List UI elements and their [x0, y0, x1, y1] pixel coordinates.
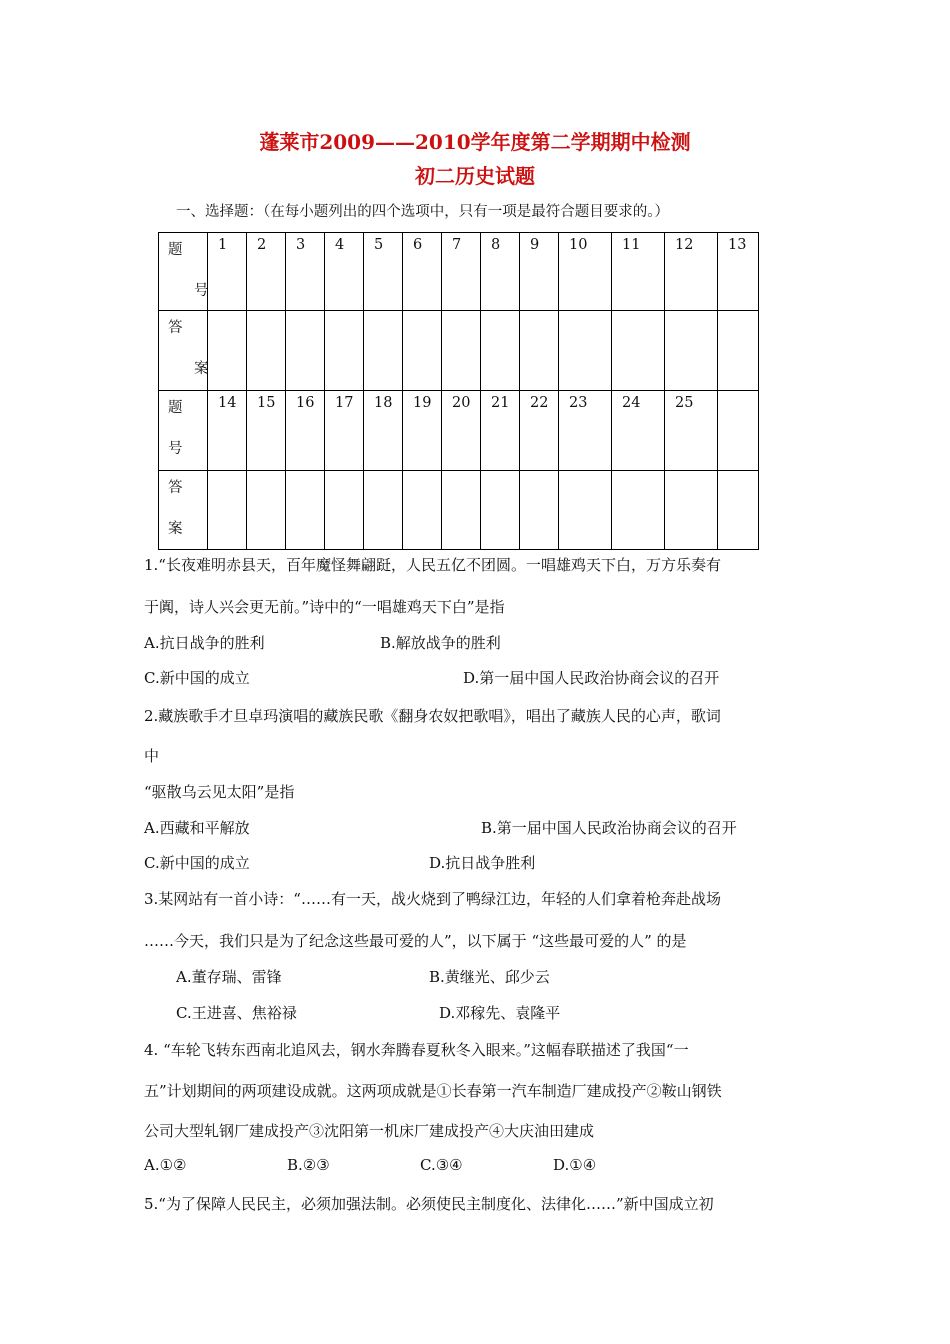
question-3-option-c: C.王进喜、焦裕禄 — [176, 1004, 297, 1022]
answer-cell[interactable] — [718, 311, 759, 391]
question-number-cell: 18 — [364, 391, 403, 471]
question-4-option-b: B.②③ — [287, 1156, 330, 1174]
question-number-cell: 7 — [442, 233, 481, 311]
question-number-cell: 19 — [403, 391, 442, 471]
question-2-option-d: D.抗日战争胜利 — [429, 854, 536, 872]
question-1-option-d: D.第一届中国人民政治协商会议的召开 — [463, 669, 720, 687]
question-4-option-d: D.①④ — [553, 1156, 597, 1174]
question-1-option-b: B.解放战争的胜利 — [380, 634, 501, 652]
answer-cell[interactable] — [364, 311, 403, 391]
answer-cell[interactable] — [208, 311, 247, 391]
answer-cell[interactable] — [442, 311, 481, 391]
answer-cell[interactable] — [718, 471, 759, 550]
question-3-option-a: A.董存瑞、雷锋 — [176, 968, 282, 986]
answer-cell[interactable] — [286, 471, 325, 550]
question-number-cell: 24 — [612, 391, 665, 471]
question-number-cell: 3 — [286, 233, 325, 311]
answer-cell[interactable] — [481, 311, 520, 391]
answer-row — [159, 311, 759, 391]
answer-cell[interactable] — [559, 471, 612, 550]
question-number-cell: 21 — [481, 391, 520, 471]
question-number-cell: 2 — [247, 233, 286, 311]
question-number-cell: 16 — [286, 391, 325, 471]
question-1-option-a: A.抗日战争的胜利 — [144, 634, 265, 652]
answer-cell[interactable] — [559, 311, 612, 391]
answer-cell[interactable] — [612, 311, 665, 391]
question-number-cell: 9 — [520, 233, 559, 311]
answer-cell[interactable] — [403, 471, 442, 550]
question-1-option-c: C.新中国的成立 — [144, 669, 250, 687]
answer-cell[interactable] — [247, 471, 286, 550]
answer-label: 答 案 — [159, 311, 208, 391]
question-3-option-d: D.邓稼先、袁隆平 — [439, 1004, 561, 1022]
question-number-cell: 14 — [208, 391, 247, 471]
answer-cell[interactable] — [612, 471, 665, 550]
question-number-cell: 10 — [559, 233, 612, 311]
question-number-cell: 15 — [247, 391, 286, 471]
question-number-cell — [718, 391, 759, 471]
answer-table — [158, 232, 759, 550]
exam-title: 蓬莱市2009——2010学年度第二学期期中检测 — [259, 130, 691, 154]
question-2-stem: “驱散乌云见太阳”是指 — [144, 783, 295, 801]
question-number-cell: 11 — [612, 233, 665, 311]
question-4-option-c: C.③④ — [420, 1156, 463, 1174]
question-number-row — [159, 391, 759, 471]
answer-cell[interactable] — [481, 471, 520, 550]
question-2-stem: 2.藏族歌手才旦卓玛演唱的藏族民歌《翻身农奴把歌唱》，唱出了藏族人民的心声，歌词 — [144, 707, 721, 725]
answer-cell[interactable] — [403, 311, 442, 391]
question-number-label: 题 号 — [159, 233, 208, 311]
answer-cell[interactable] — [325, 471, 364, 550]
question-number-cell: 13 — [718, 233, 759, 311]
question-number-cell: 23 — [559, 391, 612, 471]
question-5-stem: 5.“为了保障人民民主，必须加强法制。必须使民主制度化、法律化……”新中国成立初 — [144, 1195, 714, 1213]
question-2-option-a: A.西藏和平解放 — [144, 819, 250, 837]
answer-cell[interactable] — [520, 311, 559, 391]
question-3-option-b: B.黄继光、邱少云 — [429, 968, 550, 986]
question-number-cell: 20 — [442, 391, 481, 471]
answer-cell[interactable] — [247, 311, 286, 391]
question-4-stem: 公司大型轧钢厂建成投产③沈阳第一机床厂建成投产④大庆油田建成 — [144, 1122, 595, 1140]
question-number-cell: 22 — [520, 391, 559, 471]
question-number-cell: 25 — [665, 391, 718, 471]
question-1-stem: 于阗，诗人兴会更无前。”诗中的“一唱雄鸡天下白”是指 — [144, 598, 505, 616]
exam-subtitle: 初二历史试题 — [415, 164, 535, 188]
question-3-stem: ……今天，我们只是为了纪念这些最可爱的人”，以下属于 “这些最可爱的人” 的是 — [144, 932, 687, 950]
answer-cell[interactable] — [665, 311, 718, 391]
section-instruction: 一、选择题：（在每小题列出的四个选项中，只有一项是最符合题目要求的。） — [176, 204, 669, 220]
question-number-cell: 17 — [325, 391, 364, 471]
answer-label: 答 案 — [159, 471, 208, 550]
question-1-stem: 1.“长夜难明赤县天，百年魔怪舞翩跹，人民五亿不团圆。一唱雄鸡天下白，万方乐奏有 — [144, 556, 721, 574]
question-4-option-a: A.①② — [144, 1156, 187, 1174]
answer-cell[interactable] — [665, 471, 718, 550]
question-2-option-c: C.新中国的成立 — [144, 854, 250, 872]
answer-cell[interactable] — [442, 471, 481, 550]
question-2-stem: 中 — [144, 747, 160, 765]
answer-cell[interactable] — [208, 471, 247, 550]
question-number-cell: 8 — [481, 233, 520, 311]
question-number-row — [159, 233, 759, 311]
answer-cell[interactable] — [364, 471, 403, 550]
question-number-cell: 1 — [208, 233, 247, 311]
question-number-cell: 12 — [665, 233, 718, 311]
answer-cell[interactable] — [520, 471, 559, 550]
question-4-stem: 4. “车轮飞转东西南北追风去，钢水奔腾春夏秋冬入眼来。”这幅春联描述了我国“一 — [144, 1041, 689, 1059]
answer-row — [159, 471, 759, 550]
question-number-label: 题 号 — [159, 391, 208, 471]
answer-cell[interactable] — [286, 311, 325, 391]
question-3-stem: 3.某网站有一首小诗：“……有一天，战火烧到了鸭绿江边，年轻的人们拿着枪奔赴战场 — [144, 890, 721, 908]
question-number-cell: 5 — [364, 233, 403, 311]
question-4-stem: 五”计划期间的两项建设成就。这两项成就是①长春第一汽车制造厂建成投产②鞍山钢铁 — [144, 1082, 722, 1100]
answer-cell[interactable] — [325, 311, 364, 391]
question-number-cell: 6 — [403, 233, 442, 311]
question-number-cell: 4 — [325, 233, 364, 311]
question-2-option-b: B.第一届中国人民政治协商会议的召开 — [481, 819, 737, 837]
